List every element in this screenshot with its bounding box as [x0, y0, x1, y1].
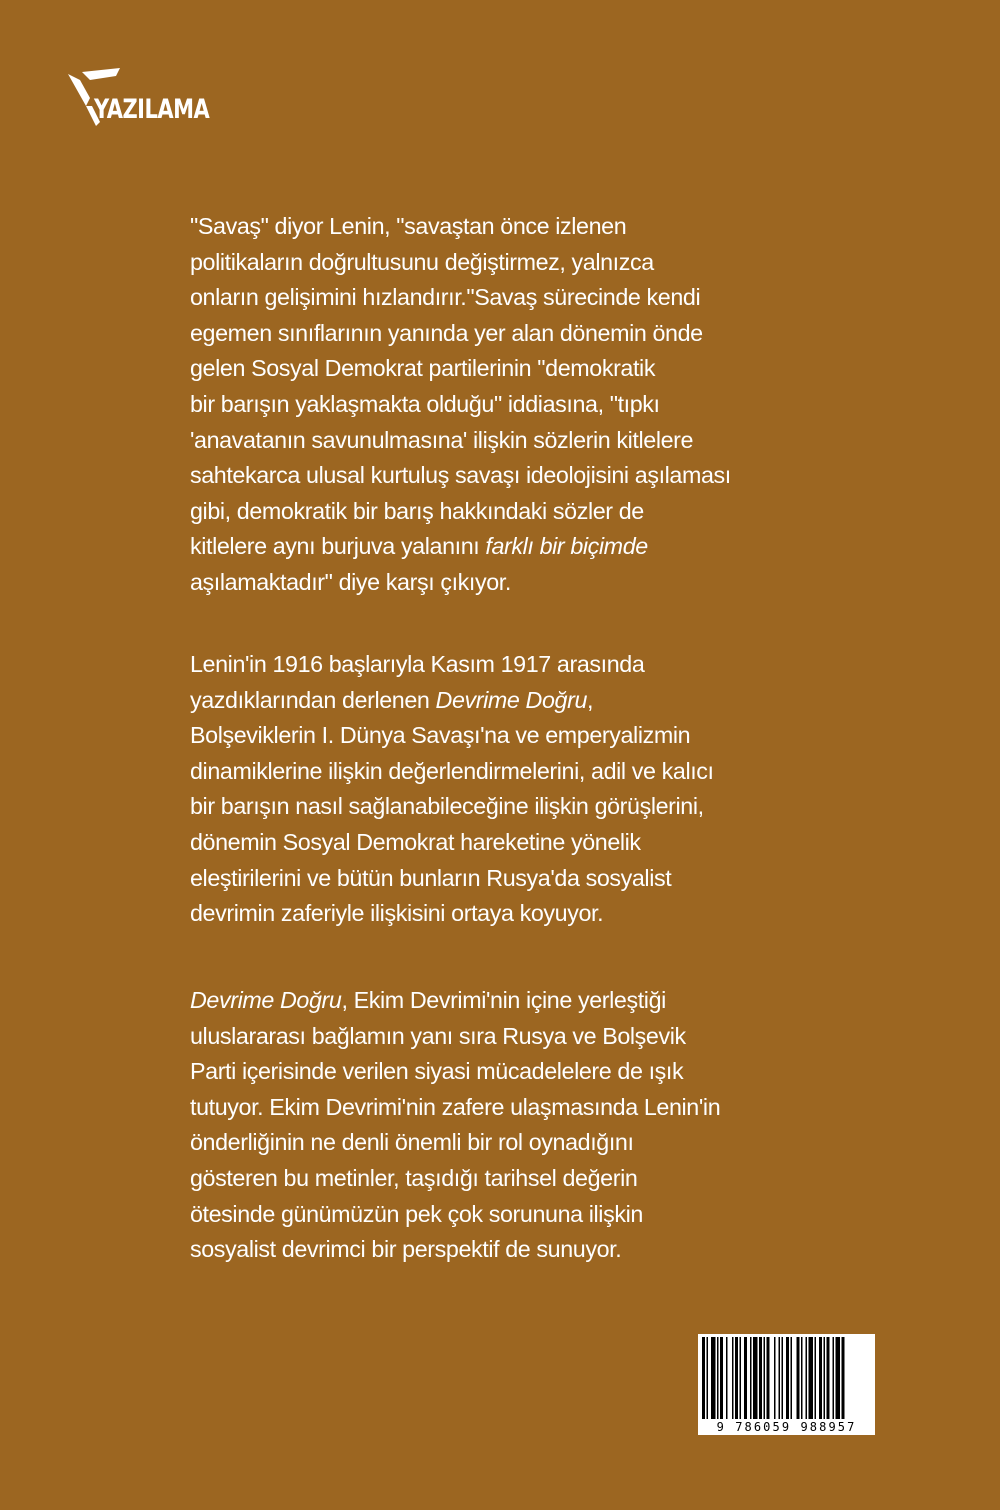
line-text-after: , Ekim Devrimi'nin içine yerleştiği: [341, 987, 666, 1013]
barcode-bar: [702, 1337, 705, 1419]
barcode-bar: [740, 1337, 742, 1419]
line-text: devrimin zaferiyle ilişkisini ortaya koyuyor.: [190, 900, 604, 927]
text-line: [190, 1090, 810, 1126]
isbn-number: 9 786059 988957: [716, 1420, 857, 1434]
barcode-bar: [833, 1337, 835, 1419]
barcode-bar: [806, 1337, 808, 1419]
text-line: [190, 1232, 810, 1268]
line-text: onların gelişimini hızlandırır."Savaş sürecinde kendi: [190, 284, 701, 311]
line-text: dinamiklerine ilişkin değerlendirmelerini, adil ve kalıcı: [190, 757, 714, 784]
book-title-italic: Devrime Doğru: [190, 987, 342, 1013]
line-text: önderliğinin ne denli önemli bir rol oynadığını: [190, 1129, 634, 1156]
text-line: [190, 861, 810, 897]
blurb-paragraph-2: [190, 647, 810, 932]
barcode-bar: [809, 1337, 814, 1419]
text-line: [190, 1019, 810, 1055]
barcode-bar: [836, 1337, 841, 1419]
line-text: Parti içerisinde verilen siyasi mücadelelere de ışık: [190, 1058, 684, 1085]
book-title-italic: Devrime Doğru: [435, 686, 587, 713]
text-line: [190, 423, 810, 459]
text-line: [190, 718, 810, 754]
barcode-bar: [815, 1337, 817, 1419]
text-line: [190, 896, 810, 932]
text-line: [190, 647, 810, 683]
book-title-italic: farklı bir biçimde: [485, 533, 648, 560]
barcode-bar: [759, 1337, 762, 1419]
line-text: bir barışın nasıl sağlanabileceğine ilişkin görüşlerini,: [190, 793, 704, 820]
text-line: [190, 1125, 810, 1161]
line-text: yazdıklarından derlenen: [190, 686, 436, 713]
text-line: [190, 209, 810, 245]
barcode-bar: [717, 1337, 719, 1419]
text-line: [190, 245, 810, 281]
text-line: [190, 316, 810, 352]
barcode-bar: [774, 1337, 776, 1419]
line-text: "Savaş" diyor Lenin, "savaştan önce izlenen: [190, 213, 627, 239]
line-text: uluslararası bağlamın yanı sıra Rusya ve Bolşevik: [190, 1022, 686, 1049]
barcode-bar: [824, 1337, 826, 1419]
barcode-bar: [720, 1337, 723, 1419]
line-text: aşılamaktadır" diye karşı çıkıyor.: [190, 568, 511, 595]
text-line: [190, 387, 810, 423]
text-line: [190, 494, 810, 530]
barcode-bar: [753, 1337, 758, 1419]
line-text: egemen sınıflarının yanında yer alan dönemin önde: [190, 319, 703, 346]
isbn-barcode: [698, 1334, 875, 1435]
barcode-bar: [797, 1337, 800, 1419]
line-text: Lenin'in 1916 başlarıyla Kasım 1917 arasında: [190, 651, 645, 677]
publisher-name: YAZILAMA: [94, 94, 210, 124]
barcode-bar: [735, 1337, 738, 1419]
barcode-bar: [767, 1337, 770, 1419]
line-text: gelen Sosyal Demokrat partilerinin "demokratik: [190, 355, 656, 382]
line-text: gibi, demokratik bir barış hakkındaki sözler de: [190, 497, 644, 524]
barcode-bar: [779, 1337, 781, 1419]
text-line: [190, 825, 810, 861]
line-text: 'anavatanın savunulmasına' ilişkin sözlerin kitlelere: [190, 426, 694, 453]
barcode-bar: [711, 1337, 716, 1419]
line-text: bir barışın yaklaşmakta olduğu" iddiasına, "tıpkı: [190, 390, 660, 417]
text-line: [190, 983, 810, 1019]
text-line: [190, 280, 810, 316]
barcode-bar: [801, 1337, 803, 1419]
barcode-bar: [827, 1337, 830, 1419]
barcode-bar: [707, 1337, 709, 1419]
line-text-after: ,: [587, 686, 594, 713]
text-line: [190, 1161, 810, 1197]
text-line: [190, 754, 810, 790]
barcode-bar: [786, 1337, 789, 1419]
text-line: [190, 458, 810, 494]
line-text: Bolşeviklerin I. Dünya Savaşı'na ve emperyalizmin: [190, 722, 691, 749]
blurb-paragraph-3: [190, 983, 810, 1268]
publisher-logo: [66, 68, 210, 130]
text-line: [190, 529, 810, 565]
barcode-bar: [791, 1337, 793, 1419]
line-text: gösteren bu metinler, taşıdığı tarihsel değerin: [190, 1164, 638, 1191]
line-text: sosyalist devrimci bir perspektif de sunuyor.: [190, 1236, 622, 1263]
line-text: eleştirilerini ve bütün bunların Rusya'da sosyalist: [190, 864, 672, 891]
text-line: [190, 1054, 810, 1090]
text-line: [190, 565, 810, 601]
barcode-bar: [744, 1337, 747, 1419]
text-line: [190, 1197, 810, 1233]
line-text: sahtekarca ulusal kurtuluş savaşı ideolojisini aşılaması: [190, 462, 731, 489]
barcode-bar: [764, 1337, 766, 1419]
barcode-bar: [782, 1337, 784, 1419]
line-text: kitlelere aynı burjuva yalanını: [190, 533, 486, 560]
blurb-paragraph-1: [190, 209, 810, 601]
text-line: [190, 351, 810, 387]
barcode-bar: [726, 1337, 728, 1419]
line-text: ötesinde günümüzün pek çok sorununa ilişkin: [190, 1200, 643, 1227]
line-text: tutuyor. Ekim Devrimi'nin zafere ulaşmasında Lenin'in: [190, 1093, 721, 1120]
barcode-bar: [842, 1337, 845, 1419]
line-text: dönemin Sosyal Demokrat hareketine yönelik: [190, 828, 641, 855]
text-line: [190, 789, 810, 825]
line-text: politikaların doğrultusunu değiştirmez, yalnızca: [190, 248, 654, 275]
barcode-bar: [819, 1337, 822, 1419]
text-line: [190, 683, 810, 719]
barcode-bar: [750, 1337, 752, 1419]
barcode-bar: [732, 1337, 734, 1419]
